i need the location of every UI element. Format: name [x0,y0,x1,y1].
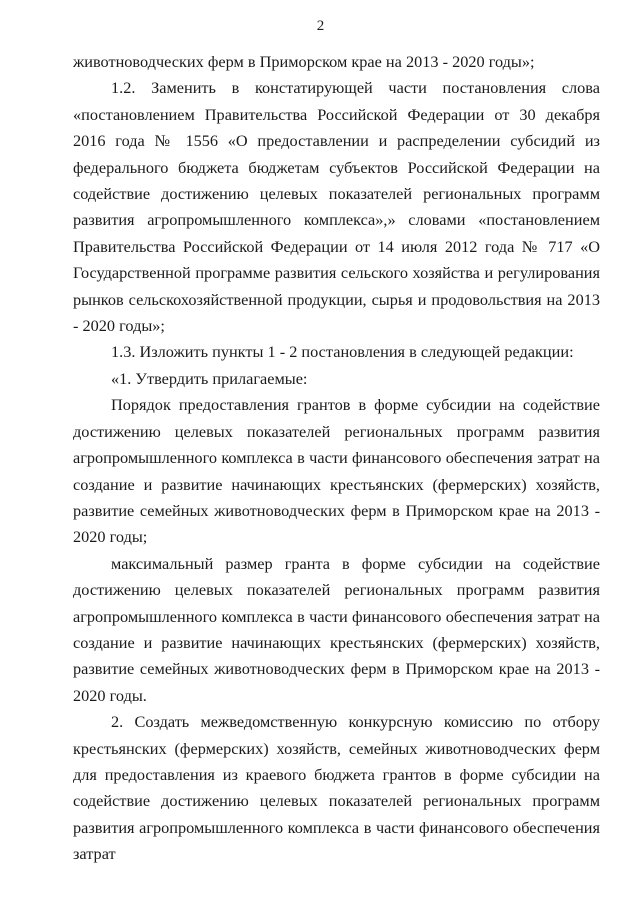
page-number: 2 [316,18,325,34]
paragraph-item-1-2: 1.2. Заменить в констатирующей части постановления слова «постановлением Правительства Российской Федерации от 30 декабря 2016 года № 1556 «О предоставлении и распределении субсидий из федерального бюджета бюджетам субъектов Российской Федерации на содействие достижению целевых показателей региональных программ развития агропромышленного комплекса»,» словами «постановлением Правительства Российской Федерации от 14 июля 2012 года № 717 «О Государственной программе развития сельского хозяйства и регулирования рынков сельскохозяйственной продукции, сырья и продовольствия на 2013 - 2020 годы»; [73,78,600,336]
paragraph-continuation: животноводческих ферм в Приморском крае на 2013 - 2020 годы»; [73,52,535,71]
paragraph-approve: «1. Утвердить прилагаемые: [111,368,308,388]
paragraph-item-1-3: 1.3. Изложить пункты 1 - 2 постановления в следующей редакции: [111,342,574,362]
paragraph-max-grant: максимальный размер гранта в форме субсидии на содействие достижению целевых показателей региональных программ развития агропромышленного комплекса в части финансового обеспечения затрат на создание и развитие начинающих крестьянских (фермерских) хозяйств, развитие семейных животноводческих ферм в Приморском крае на 2013 - 2020 годы. [73,553,600,705]
paragraph-procedure: Порядок предоставления грантов в форме субсидии на содействие достижению целевых показателей региональных программ развития агропромышленного комплекса в части финансового обеспечения затрат на создание и развитие начинающих крестьянских (фермерских) хозяйств, развитие семейных животноводческих ферм в Приморском крае на 2013 - 2020 годы; [73,395,600,547]
paragraph-item-2: 2. Создать межведомственную конкурсную комиссию по отбору крестьянских (фермерских) хозяйств, семейных животноводческих ферм для предоставления из краевого бюджета грантов в форме субсидии на содействие достижению целевых показателей региональных программ развития агропромышленного комплекса в части финансового обеспечения затрат [73,712,600,864]
